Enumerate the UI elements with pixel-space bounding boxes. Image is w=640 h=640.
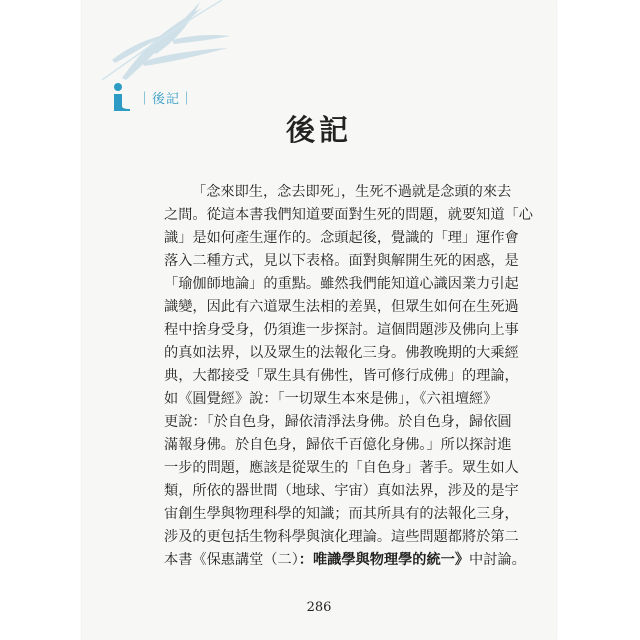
body-line: 「瑜伽師地論」的重點。雖然我們能知道心識因業力引起 xyxy=(164,276,519,292)
body-line: 識」是如何產生運作的。念頭起後，覺識的「理」運作會 xyxy=(164,230,519,246)
body-text xyxy=(164,181,533,572)
section-header-label: ｜後記｜ xyxy=(138,91,195,107)
body-line: 之間。從這本書我們知道要面對生死的問題，就要知道「心 xyxy=(164,207,533,223)
body-line: 程中捨身受身，仍須進一步探討。這個問題涉及佛向上事 xyxy=(164,322,519,338)
book-title-bold: ：唯識學與物理學的統一》 xyxy=(298,552,470,568)
page-title: 後記 xyxy=(285,113,352,147)
body-line: 更說：「於自色身，歸依清淨法身佛。於自色身，歸依圓 xyxy=(164,414,512,430)
body-line: 識變，因此有六道眾生法相的差異，但眾生如何在生死過 xyxy=(164,299,519,315)
body-line: 「念來即生，念去即死」，生死不過就是念頭的來去 xyxy=(192,184,512,200)
body-line: 滿報身佛。於自色身，歸依千百億化身佛。」所以探討進 xyxy=(164,437,512,453)
book-page xyxy=(82,0,556,640)
body-line: 涉及的更包括生物科學與演化理論。這些問題都將於第二 xyxy=(164,529,519,545)
body-line: 落入二種方式，見以下表格。面對與解開生死的困惑，是 xyxy=(164,253,519,269)
last-line-end: 中討論。 xyxy=(469,552,526,568)
body-line: 類，所依的器世間（地球、宇宙）真如法界，涉及的是宇 xyxy=(164,483,519,499)
body-last-line xyxy=(164,549,526,572)
body-line: 宙創生學與物理科學的知識；而其所具有的法報化三身， xyxy=(164,506,519,522)
body-line: 如《圓覺經》說：「一切眾生本來是佛」，《六祖壇經》 xyxy=(164,391,498,407)
body-line: 典，大都接受「眾生具有佛性，皆可修行成佛」的理論， xyxy=(164,368,519,384)
body-line: 一步的問題，應該是從眾生的「自色身」著手。眾生如人 xyxy=(164,460,519,476)
body-line: 的真如法界，以及眾生的法報化三身。佛教晚期的大乘經 xyxy=(164,345,519,361)
page-number: 286 xyxy=(306,600,332,615)
last-line-start: 本書《保惠講堂（二） xyxy=(164,552,299,568)
bamboo-leaves-decoration xyxy=(82,0,232,80)
